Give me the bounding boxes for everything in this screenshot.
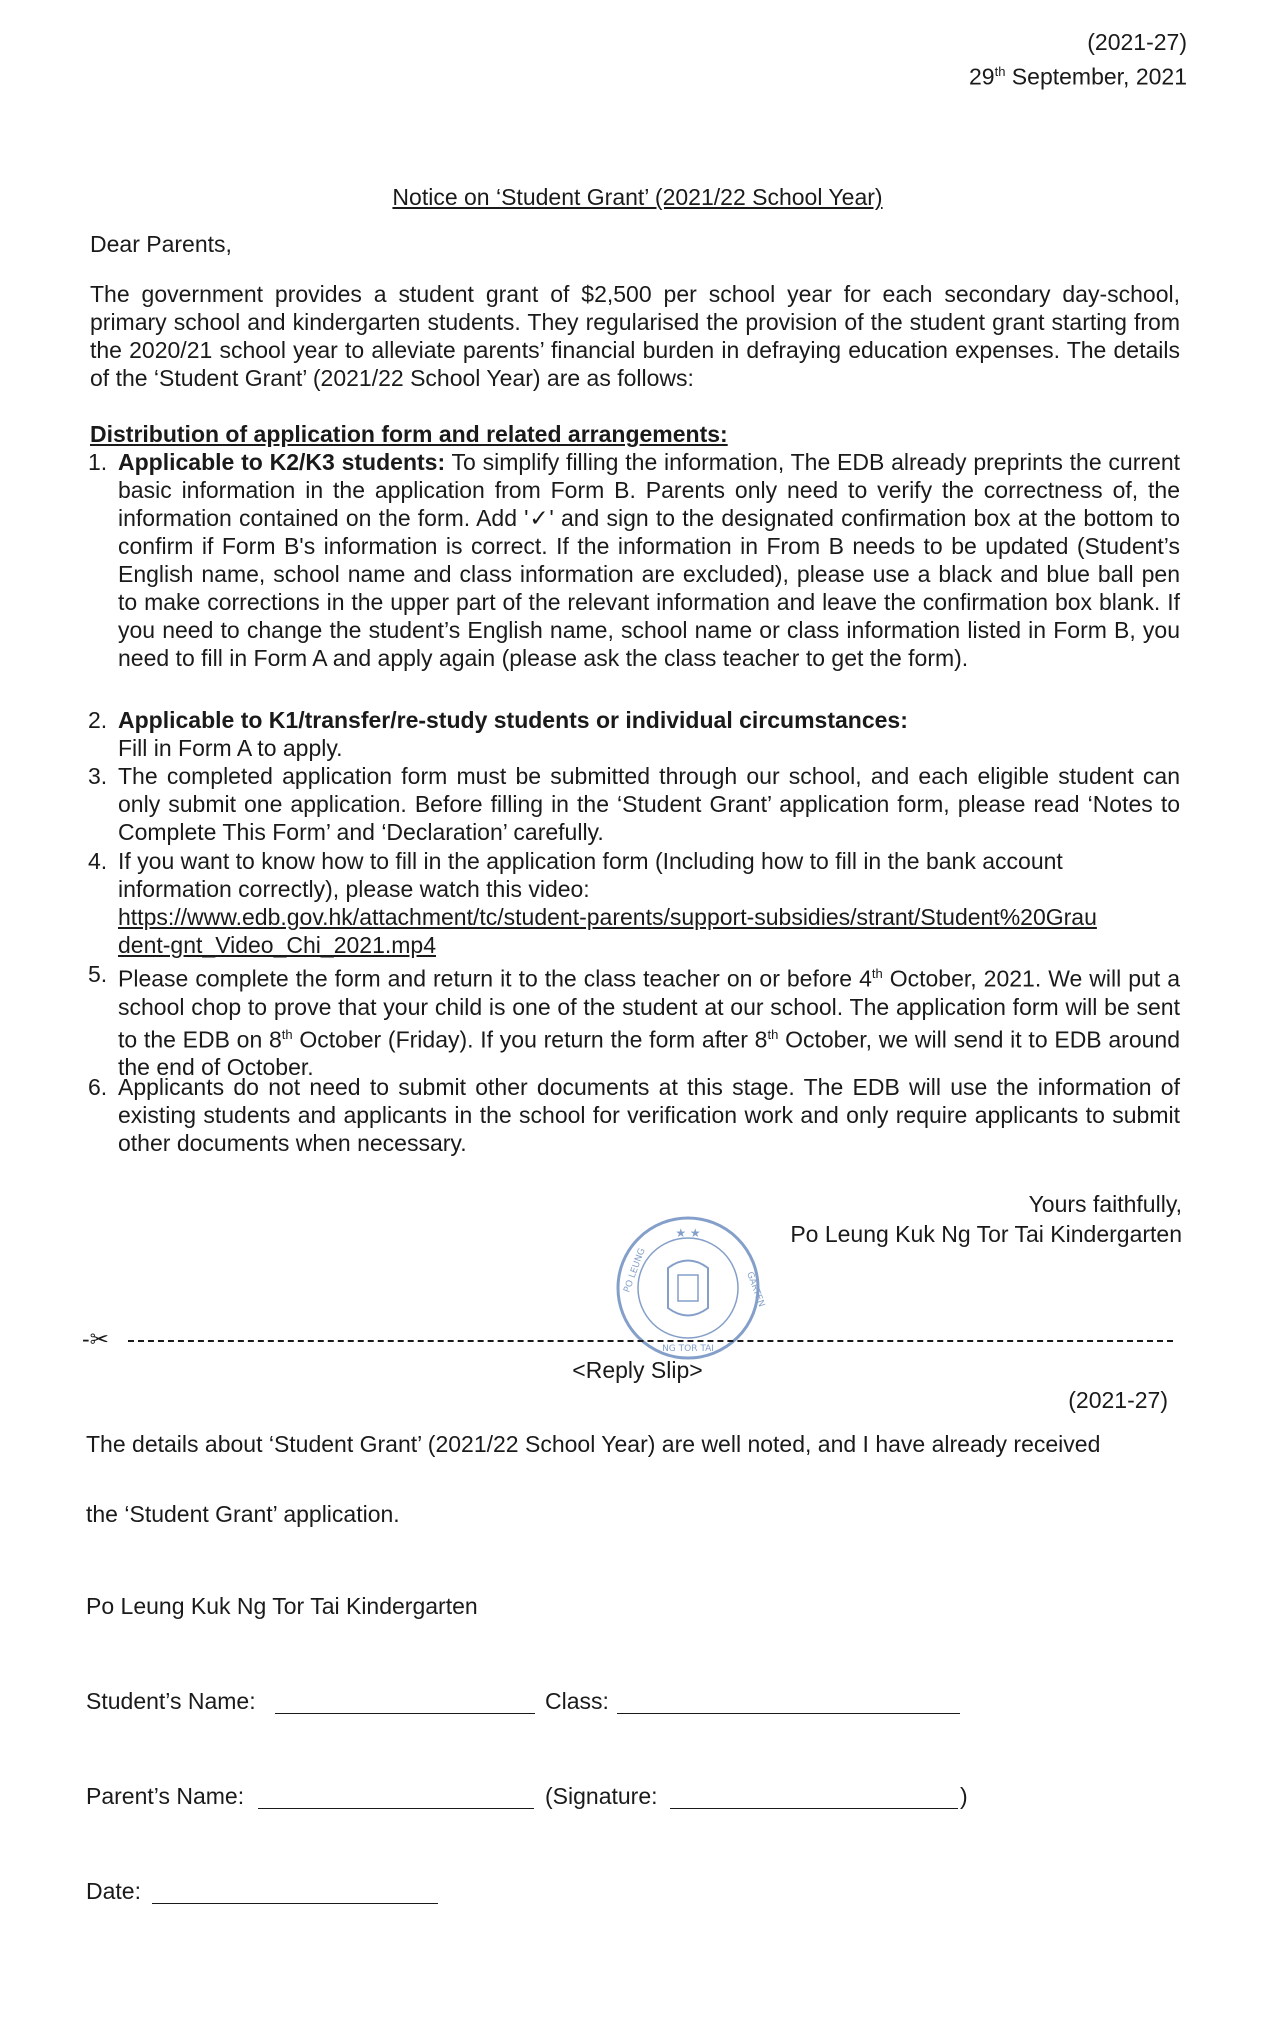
item-number: 6. xyxy=(88,1074,108,1100)
item-number: 5. xyxy=(88,961,108,987)
list-item-1 xyxy=(0,448,1275,708)
item-text xyxy=(118,706,1180,762)
closing: Yours faithfully, xyxy=(1028,1191,1182,1217)
list-item-3 xyxy=(0,762,1275,846)
date-suffix: th xyxy=(994,64,1006,79)
acknowledgement-line-1: The details about ‘Student Grant’ (2021/22 School Year) are well noted, and I have already received xyxy=(86,1431,1101,1457)
video-link-line-2[interactable]: dent-gnt_Video_Chi_2021.mp4 xyxy=(118,932,436,958)
signatory: Po Leung Kuk Ng Tor Tai Kindergarten xyxy=(790,1221,1182,1247)
item-body-d: October, we will send it to EDB around the end of October. xyxy=(118,1026,1180,1081)
item-body-c: October (Friday). If you return the form after 8 xyxy=(292,1026,768,1053)
parent-name-label: Parent’s Name: xyxy=(86,1783,245,1809)
signature-field[interactable] xyxy=(670,1808,958,1809)
date-day: 29 xyxy=(968,63,995,90)
reply-school-name: Po Leung Kuk Ng Tor Tai Kindergarten xyxy=(86,1593,478,1619)
item-number: 3. xyxy=(88,763,108,789)
item-number: 1. xyxy=(88,449,108,475)
class-label: Class: xyxy=(545,1688,609,1714)
acknowledgement-line-2: the ‘Student Grant’ application. xyxy=(86,1501,400,1527)
date-label: Date: xyxy=(86,1878,141,1904)
cut-line xyxy=(128,1340,1173,1342)
item-number: 4. xyxy=(88,848,108,874)
item-body: To simplify filling the information, The EDB already preprints the current basic information in the application from Form B. Parents only need to verify the correctness of, the information contained on the form. Add '✓' and sign to the designated confirmation box at the bottom to confirm if Form B's information is correct. If the information in From B needs to be updated (Student’s English name, school name and class information are excluded), please use a black and blue ball pen to make corrections in the upper part of the relevant information and leave the confirmation box blank. If you need to change the student’s English name, school name or class information listed in Form B, you need to fill in Form A and apply again (please ask the class teacher to get the form). xyxy=(118,449,1181,671)
svg-text:★ ★: ★ ★ xyxy=(675,1226,701,1240)
item-body-a: Please complete the form and return it to the class teacher on or before 4 xyxy=(118,965,872,992)
item-text: The completed application form must be submitted through our school, and each eligible student can only submit one application. Before filling in the ‘Student Grant’ application form, please read ‘Notes to Complete This Form’ and ‘Declaration’ carefully. xyxy=(118,763,1180,845)
svg-text:NG TOR TAI: NG TOR TAI xyxy=(662,1344,714,1354)
date-month-year: September, 2021 xyxy=(1005,63,1187,90)
signature-close: ) xyxy=(960,1783,968,1809)
list-item-6 xyxy=(0,1073,1275,1157)
reference-number: (2021-27) xyxy=(1087,29,1187,55)
item-number: 2. xyxy=(88,707,108,733)
notice-date xyxy=(969,58,1187,91)
reply-slip-title: <Reply Slip> xyxy=(572,1357,703,1383)
intro-paragraph: The government provides a student grant of $2,500 per school year for each secondary day-school, primary school and kindergarten students. They regularised the provision of the student grant starting from the 2020/21 school year to alleviate parents’ financial burden in defraying education expenses. The details of the ‘Student Grant’ (2021/22 School Year) are as follows: xyxy=(90,281,1180,391)
list-item-2 xyxy=(0,706,1275,762)
signature-label: (Signature: xyxy=(545,1783,658,1809)
salutation: Dear Parents, xyxy=(90,231,232,257)
item-body: Fill in Form A to apply. xyxy=(118,735,343,761)
ordinal-suffix: th xyxy=(871,966,883,981)
item-text xyxy=(118,960,1180,1081)
item-body: If you want to know how to fill in the application form (Including how to fill in the bank account information correctly), please watch this video: xyxy=(118,848,1063,902)
class-field[interactable] xyxy=(617,1713,960,1714)
scissors-icon: -✂ xyxy=(82,1326,109,1352)
item-lead: Applicable to K2/K3 students: xyxy=(118,449,446,475)
reply-slip-ref: (2021-27) xyxy=(1068,1387,1168,1413)
svg-text:GARTEN: GARTEN xyxy=(744,1270,767,1309)
parent-name-field[interactable] xyxy=(258,1808,534,1809)
student-name-field[interactable] xyxy=(275,1713,535,1714)
section-heading: Distribution of application form and related arrangements: xyxy=(90,421,728,447)
item-text: Applicants do not need to submit other documents at this stage. The EDB will use the information of existing students and applicants in the school for verification work and only require applicants to submit other documents when necessary. xyxy=(118,1074,1180,1156)
notice-title: Notice on ‘Student Grant’ (2021/22 School Year) xyxy=(392,184,883,210)
video-link[interactable] xyxy=(118,903,1180,959)
student-name-label: Student’s Name: xyxy=(86,1688,256,1714)
svg-text:PO LEUNG: PO LEUNG xyxy=(622,1247,648,1295)
video-link-line-1[interactable]: https://www.edb.gov.hk/attachment/tc/student-parents/support-subsidies/strant/Student%20Grau xyxy=(118,904,1097,930)
list-item-5 xyxy=(0,960,1275,1081)
item-body-b: October, 2021. We will put a school chop to prove that your child is one of the student at our school. The application form will be sent to the EDB on 8 xyxy=(118,965,1181,1053)
ordinal-suffix: th xyxy=(767,1026,779,1042)
item-text xyxy=(118,847,1180,959)
ordinal-suffix: th xyxy=(281,1026,293,1042)
item-lead: Applicable to K1/transfer/re-study students or individual circumstances: xyxy=(118,707,908,733)
list-item-4 xyxy=(0,847,1275,959)
date-field[interactable] xyxy=(152,1903,438,1904)
item-text xyxy=(118,448,1180,672)
